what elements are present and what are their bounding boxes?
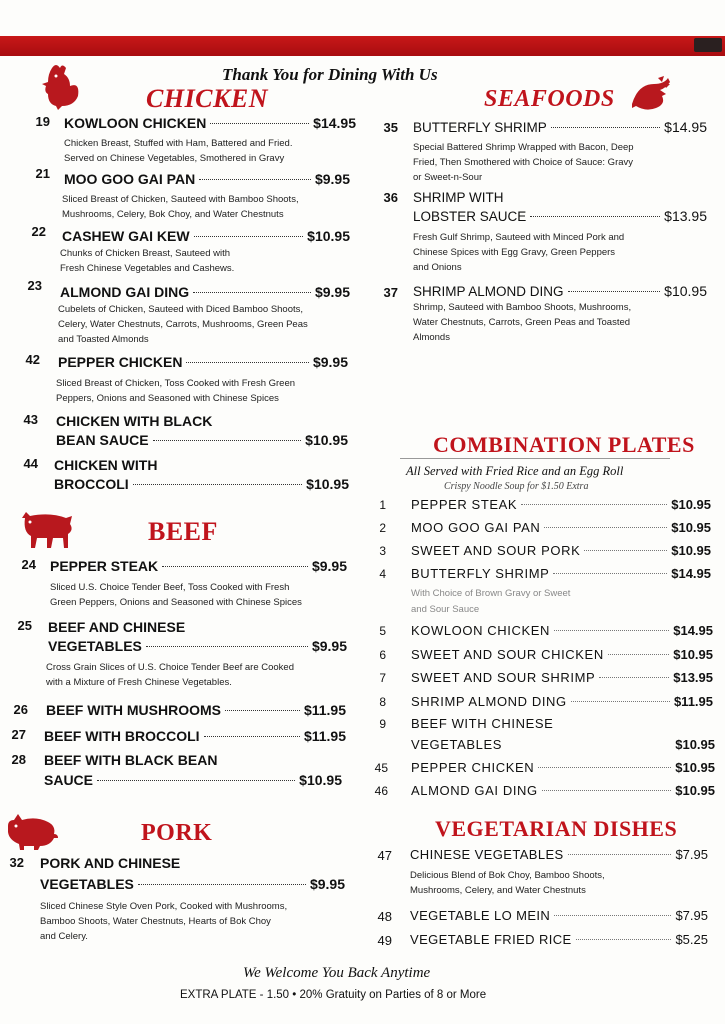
desc-line: Fresh Gulf Shrimp, Sauteed with Minced Pork and <box>413 232 625 243</box>
item-price: $14.95 <box>664 119 707 135</box>
leader-dots <box>553 573 667 574</box>
leader-dots <box>530 216 660 217</box>
leader-dots <box>568 291 661 292</box>
desc-line: Delicious Blend of Bok Choy, Bamboo Shoots, <box>410 870 605 881</box>
lobster-icon <box>628 74 672 114</box>
leader-dots <box>162 566 308 567</box>
item-name: MOO GOO GAI PAN <box>64 171 196 187</box>
item-description <box>64 136 292 166</box>
desc-line: Chicken Breast, Stuffed with Ham, Battered and Fried. <box>64 138 293 149</box>
leader-dots <box>506 744 671 745</box>
combo-number: 45 <box>374 761 388 775</box>
leader-dots <box>193 292 311 293</box>
desc-line: Sliced Breast of Chicken, Sauteed with Bamboo Shoots, <box>62 194 299 205</box>
combo-item-sweet-sour-shrimp <box>411 670 713 685</box>
section-pork-heading: PORK <box>141 820 213 846</box>
combo-price: $13.95 <box>673 670 713 685</box>
combo-item-kowloon-chicken <box>411 623 713 638</box>
rooster-icon <box>38 62 80 110</box>
item-number: 36 <box>383 190 398 205</box>
desc-line: and Toasted Almonds <box>58 334 149 345</box>
item-name: BROCCOLI <box>54 476 129 492</box>
desc-line: Sliced Chinese Style Oven Pork, Cooked with Mushrooms, <box>40 901 288 912</box>
item-price: $10.95 <box>306 476 349 492</box>
item-number: 43 <box>23 412 38 427</box>
item-description <box>58 302 308 347</box>
item-number: 35 <box>383 120 398 135</box>
item-price: $10.95 <box>307 228 350 244</box>
combo-name: SWEET AND SOUR CHICKEN <box>411 647 604 662</box>
combo-number: 2 <box>379 521 386 535</box>
leader-dots <box>538 767 671 768</box>
item-number: 19 <box>35 114 50 129</box>
desc-line: Fried, Then Smothered with Choice of Sauce: Gravy <box>413 157 634 168</box>
menu-item-pepper-steak <box>50 558 347 574</box>
item-price: $13.95 <box>664 208 707 224</box>
item-price: $5.25 <box>675 932 708 947</box>
combo-description <box>411 586 570 618</box>
item-price: $14.95 <box>313 115 356 131</box>
menu-item-almond-gai-ding <box>60 284 350 300</box>
item-price: $9.95 <box>309 876 345 892</box>
leader-dots <box>138 884 306 885</box>
item-name: BUTTERFLY SHRIMP <box>413 120 547 135</box>
item-name-line1: BEEF WITH BLACK BEAN <box>44 752 218 768</box>
section-combination-heading: COMBINATION PLATES <box>433 432 695 457</box>
desc-line: Fresh Chinese Vegetables and Cashews. <box>60 263 235 274</box>
item-name: KOWLOON CHICKEN <box>64 115 207 131</box>
leader-dots <box>554 915 671 916</box>
item-price: $9.95 <box>311 558 347 574</box>
item-name: SAUCE <box>44 772 94 788</box>
desc-line: Sliced Breast of Chicken, Toss Cooked with Fresh Green <box>56 378 296 389</box>
item-name: BEEF WITH MUSHROOMS <box>46 702 221 718</box>
leader-dots <box>97 780 295 781</box>
item-description <box>40 899 287 944</box>
desc-line: Served on Chinese Vegetables, Smothered in Gravy <box>64 153 285 164</box>
combo-number: 6 <box>379 648 386 662</box>
combo-price: $11.95 <box>673 694 713 709</box>
item-number: 37 <box>383 285 398 300</box>
leader-dots <box>584 550 667 551</box>
combo-item-pepper-steak <box>411 497 711 512</box>
menu-item-vegetable-fried-rice <box>410 932 708 947</box>
combo-item-sweet-sour-chicken <box>411 647 713 662</box>
desc-line: With Choice of Brown Gravy or Sweet <box>411 588 571 599</box>
leader-dots <box>521 504 667 505</box>
leader-dots <box>608 654 669 655</box>
item-price: $7.95 <box>675 908 708 923</box>
combo-price: $10.95 <box>673 647 713 662</box>
combo-name: SWEET AND SOUR PORK <box>411 543 581 558</box>
menu-item-chicken-broccoli <box>54 476 349 492</box>
item-price: $10.95 <box>305 432 348 448</box>
desc-line: Green Peppers, Onions and Seasoned with Chinese Spices <box>50 597 302 608</box>
combo-item-beef-chinese-vegetables <box>411 737 715 752</box>
combo-note: Crispy Noodle Soup for $1.50 Extra <box>444 481 589 492</box>
leader-dots <box>225 710 300 711</box>
desc-line: Special Battered Shrimp Wrapped with Bacon, Deep <box>413 142 634 153</box>
leader-dots <box>133 484 303 485</box>
combo-number: 7 <box>379 671 386 685</box>
combo-number: 8 <box>379 695 386 709</box>
menu-item-kowloon-chicken <box>64 115 356 131</box>
combo-name: PEPPER CHICKEN <box>411 760 535 775</box>
combo-name: KOWLOON CHICKEN <box>411 623 551 638</box>
combo-number: 1 <box>379 498 386 512</box>
leader-dots <box>153 440 302 441</box>
menu-item-chicken-black-bean <box>56 432 348 448</box>
leader-dots <box>146 646 308 647</box>
menu-item-beef-mushrooms <box>46 702 346 718</box>
cow-icon <box>16 506 76 552</box>
menu-item-moo-goo-gai-pan <box>64 171 350 187</box>
item-price: $11.95 <box>303 702 346 718</box>
item-price: $9.95 <box>314 171 350 187</box>
combo-item-pepper-chicken <box>411 760 715 775</box>
combo-item-moo-goo-gai-pan <box>411 520 711 535</box>
item-price: $9.95 <box>311 638 347 654</box>
item-description <box>413 230 624 275</box>
section-beef-heading: BEEF <box>148 517 218 546</box>
item-name: PEPPER CHICKEN <box>58 354 183 370</box>
item-description <box>50 580 302 610</box>
desc-line: Mushrooms, Celery, Bok Choy, and Water Chestnuts <box>62 209 284 220</box>
leader-dots <box>571 701 670 702</box>
item-name: CHINESE VEGETABLES <box>410 847 564 862</box>
item-name: SHRIMP ALMOND DING <box>413 284 564 299</box>
menu-item-chinese-vegetables <box>410 847 708 862</box>
desc-line: Shrimp, Sauteed with Bamboo Shoots, Mushrooms, <box>413 302 632 313</box>
item-name: PEPPER STEAK <box>50 558 159 574</box>
item-name-line1: CHICKEN WITH <box>54 457 158 473</box>
combo-item-sweet-sour-pork <box>411 543 711 558</box>
banner-corner-mark <box>694 38 722 52</box>
item-description <box>413 300 631 345</box>
item-number: 21 <box>35 166 50 181</box>
desc-line: Peppers, Onions and Seasoned with Chinese Spices <box>56 393 279 404</box>
section-vegetarian-heading: VEGETARIAN DISHES <box>435 816 678 841</box>
item-price: $9.95 <box>312 354 348 370</box>
menu-item-pepper-chicken <box>58 354 348 370</box>
item-description <box>413 140 634 185</box>
combo-price: $10.95 <box>675 760 715 775</box>
desc-line: with a Mixture of Fresh Chinese Vegetables. <box>46 677 232 688</box>
desc-line: Celery, Water Chestnuts, Carrots, Mushrooms, Green Peas <box>58 319 308 330</box>
footer-welcome: We Welcome You Back Anytime <box>243 965 431 981</box>
combo-item-shrimp-almond-ding <box>411 694 713 709</box>
item-number: 48 <box>377 909 392 924</box>
combo-price: $10.95 <box>671 520 711 535</box>
section-chicken-heading: CHICKEN <box>146 84 268 113</box>
menu-item-beef-chinese-vegetables <box>48 638 347 654</box>
combo-number: 9 <box>379 717 386 731</box>
menu-item-cashew-gai-kew <box>62 228 350 244</box>
item-name-line1: PORK AND CHINESE <box>40 855 181 871</box>
desc-line: Water Chestnuts, Carrots, Green Peas and Toasted <box>413 317 631 328</box>
item-number: 32 <box>9 855 24 870</box>
item-name: ALMOND GAI DING <box>60 284 190 300</box>
combo-name: BUTTERFLY SHRIMP <box>411 566 550 581</box>
desc-line: and Onions <box>413 262 462 273</box>
combo-name: SWEET AND SOUR SHRIMP <box>411 670 596 685</box>
desc-line: Sliced U.S. Choice Tender Beef, Toss Cooked with Fresh <box>50 582 290 593</box>
menu-item-pork-chinese-vegetables <box>40 876 345 892</box>
item-number: 26 <box>13 702 28 717</box>
item-description <box>410 868 605 898</box>
item-number: 47 <box>377 848 392 863</box>
item-number: 23 <box>27 278 42 293</box>
item-name: VEGETABLES <box>40 876 134 892</box>
item-description <box>46 660 294 690</box>
menu-item-butterfly-shrimp <box>413 119 707 135</box>
combo-name-line1: BEEF WITH CHINESE <box>411 716 554 731</box>
item-number: 22 <box>31 224 46 239</box>
combo-number: 46 <box>374 784 388 798</box>
combo-number: 4 <box>379 567 386 581</box>
leader-dots <box>544 527 667 528</box>
combo-price: $10.95 <box>671 497 711 512</box>
combo-price: $10.95 <box>675 737 715 752</box>
desc-line: Chunks of Chicken Breast, Sauteed with <box>60 248 231 259</box>
combo-number: 3 <box>379 544 386 558</box>
combo-price: $10.95 <box>675 783 715 798</box>
item-name: VEGETABLES <box>48 638 142 654</box>
item-name-line1: SHRIMP WITH <box>413 190 504 205</box>
combo-name: SHRIMP ALMOND DING <box>411 694 567 709</box>
combo-divider <box>400 458 670 459</box>
menu-item-shrimp-almond-ding <box>413 283 707 299</box>
desc-line: Cross Grain Slices of U.S. Choice Tender Beef are Cooked <box>46 662 294 673</box>
item-name: CASHEW GAI KEW <box>62 228 190 244</box>
menu-item-vegetable-lo-mein <box>410 908 708 923</box>
pig-icon <box>4 810 60 850</box>
item-name: LOBSTER SAUCE <box>413 209 527 224</box>
desc-line: or Sweet-n-Sour <box>413 172 483 183</box>
menu-item-shrimp-lobster-sauce <box>413 208 707 224</box>
leader-dots <box>599 677 669 678</box>
combo-item-butterfly-shrimp <box>411 566 711 581</box>
menu-item-beef-broccoli <box>44 728 346 744</box>
item-name-line1: BEEF AND CHINESE <box>48 619 186 635</box>
footer-extra-plate-note: EXTRA PLATE - 1.50 • 20% Gratuity on Parties of 8 or More <box>180 989 487 1001</box>
item-price: $10.95 <box>664 283 707 299</box>
combo-number: 5 <box>379 624 386 638</box>
item-number: 42 <box>25 352 40 367</box>
desc-line: Bamboo Shoots, Water Chestnuts, Hearts of Bok Choy <box>40 916 271 927</box>
item-description <box>60 246 234 276</box>
desc-line: and Celery. <box>40 931 88 942</box>
item-number: 24 <box>21 557 36 572</box>
leader-dots <box>554 630 669 631</box>
combo-name: ALMOND GAI DING <box>411 783 538 798</box>
leader-dots <box>576 939 672 940</box>
desc-line: Cubelets of Chicken, Sauteed with Diced Bamboo Shoots, <box>58 304 304 315</box>
combo-name: VEGETABLES <box>411 737 503 752</box>
item-description <box>56 376 295 406</box>
item-number: 28 <box>11 752 26 767</box>
leader-dots <box>568 854 672 855</box>
page-title: Thank You for Dining With Us <box>222 65 438 84</box>
leader-dots <box>210 123 309 124</box>
item-name: BEAN SAUCE <box>56 432 149 448</box>
item-number: 44 <box>23 456 38 471</box>
item-price: $9.95 <box>314 284 350 300</box>
leader-dots <box>551 127 660 128</box>
item-description <box>62 192 299 222</box>
item-price: $7.95 <box>675 847 708 862</box>
leader-dots <box>542 790 671 791</box>
desc-line: Almonds <box>413 332 450 343</box>
combo-name: PEPPER STEAK <box>411 497 518 512</box>
item-price: $10.95 <box>299 772 342 788</box>
item-name: BEEF WITH BROCCOLI <box>44 728 200 744</box>
item-number: 27 <box>11 727 26 742</box>
leader-dots <box>204 736 300 737</box>
top-red-banner <box>0 36 725 56</box>
item-number: 49 <box>377 933 392 948</box>
item-name-line1: CHICKEN WITH BLACK <box>56 413 213 429</box>
desc-line: Chinese Spices with Egg Gravy, Green Peppers <box>413 247 616 258</box>
section-seafoods-heading: SEAFOODS <box>484 86 615 112</box>
menu-item-beef-black-bean <box>44 772 342 788</box>
item-price: $11.95 <box>303 728 346 744</box>
combo-price: $10.95 <box>671 543 711 558</box>
leader-dots <box>199 179 311 180</box>
combo-price: $14.95 <box>671 566 711 581</box>
desc-line: and Sour Sauce <box>411 604 480 615</box>
leader-dots <box>186 362 308 363</box>
combo-subtitle: All Served with Fried Rice and an Egg Roll <box>406 464 624 478</box>
item-name: VEGETABLE FRIED RICE <box>410 932 572 947</box>
combo-item-almond-gai-ding <box>411 783 715 798</box>
leader-dots <box>194 236 304 237</box>
desc-line: Mushrooms, Celery, and Water Chestnuts <box>410 885 586 896</box>
combo-name: MOO GOO GAI PAN <box>411 520 541 535</box>
item-number: 25 <box>17 618 32 633</box>
combo-price: $14.95 <box>673 623 713 638</box>
item-name: VEGETABLE LO MEIN <box>410 908 551 923</box>
